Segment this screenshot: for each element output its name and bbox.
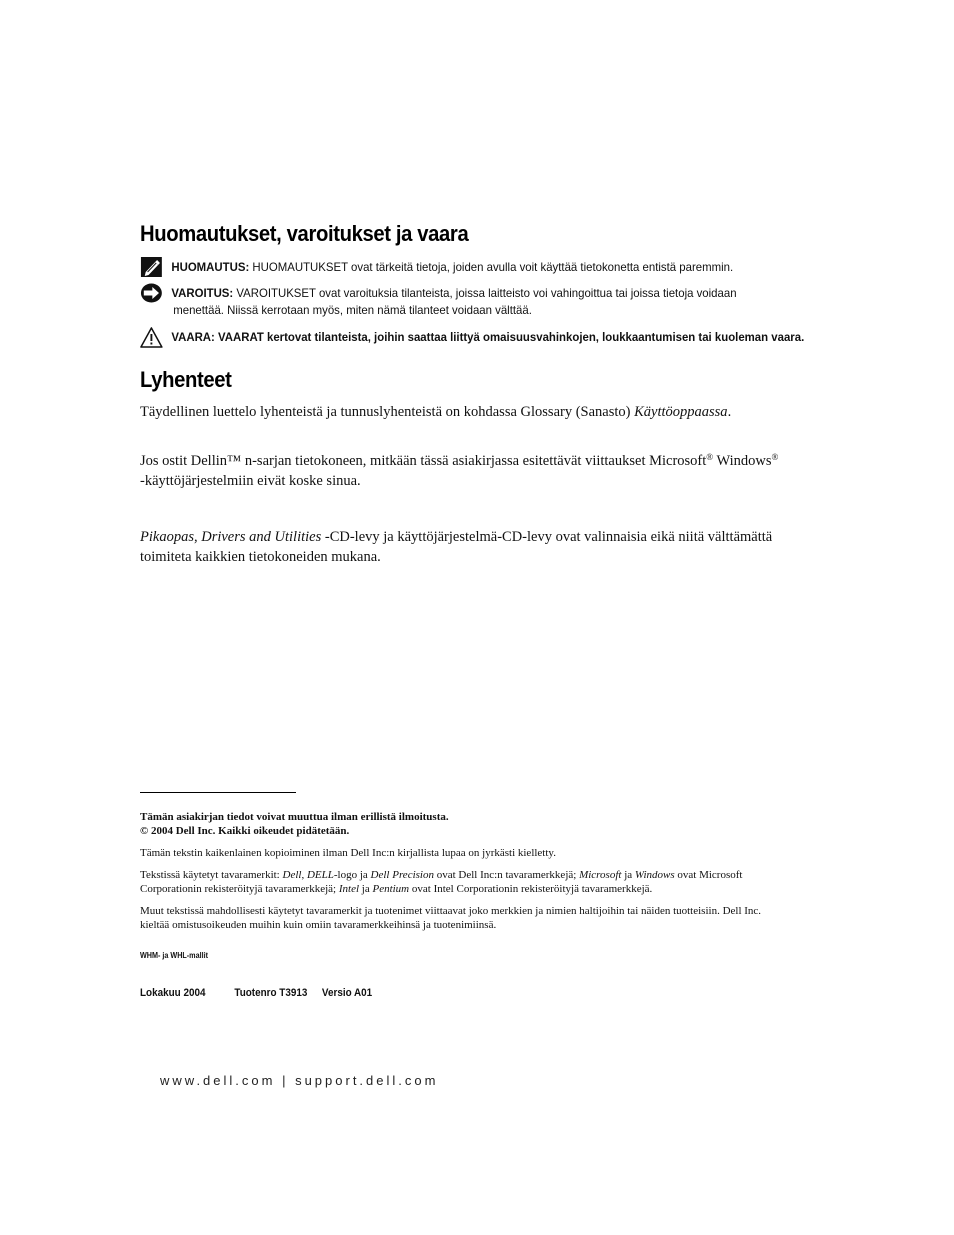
trademark-text: Tekstissä käytetyt tavaramerkit: bbox=[140, 869, 283, 881]
caution-arrow-icon bbox=[140, 283, 163, 305]
trademark-text: Corporationin rekisteröityjä tavaramerkkejä; bbox=[140, 883, 339, 895]
registered-mark: ® bbox=[706, 452, 714, 462]
warning-triangle-icon bbox=[140, 327, 163, 349]
n-series-text: Jos ostit Dellin™ n-sarjan tietokoneen, mitkään tässä asiakirjassa esitettävät viittaukset Microsoft bbox=[140, 453, 707, 469]
notice-text: HUOMAUTUKSET ovat tärkeitä tietoja, joiden avulla voit käyttää tietokonetta entistä paremmin. bbox=[252, 260, 734, 274]
caution-text-line1: VAROITUKSET ovat varoituksia tilanteista, joissa laitteisto voi vahingoittua tai joissa tietoja voidaan bbox=[236, 286, 737, 300]
trademark-windows: Windows bbox=[634, 869, 675, 881]
publication-date: Lokakuu 2004 bbox=[140, 987, 206, 999]
cd-text: -CD-levy ja käyttöjärjestelmä-CD-levy ovat valinnaisia eikä niitä välttämättä bbox=[321, 529, 773, 545]
drivers-utilities-title: Drivers and Utilities bbox=[201, 529, 322, 545]
notice-label: HUOMAUTUS: bbox=[171, 260, 250, 274]
trademark-text: ovat Intel Corporationin rekisteröityjä tavaramerkkejä. bbox=[409, 883, 653, 895]
section-heading-abbreviations: Lyhenteet bbox=[140, 367, 232, 392]
trademark-text: , bbox=[301, 869, 307, 881]
cd-text-end: toimiteta kaikkien tietokoneiden mukana. bbox=[140, 549, 381, 565]
trademark-text: ovat Microsoft bbox=[674, 869, 743, 881]
warning-label: VAARA: bbox=[171, 330, 215, 344]
trademark-dell-logo: DELL bbox=[306, 869, 334, 881]
copy-prohibition: Tämän tekstin kaikenlainen kopioiminen ilman Dell Inc:n kirjallista lupaa on jyrkästi kielletty. bbox=[140, 847, 556, 859]
trademark-text: ja bbox=[359, 883, 373, 895]
windows-text: Windows bbox=[713, 453, 772, 469]
trademark-pentium: Pentium bbox=[372, 883, 410, 895]
cd-paragraph bbox=[140, 527, 840, 567]
legal-notice bbox=[140, 810, 850, 838]
abbreviations-text: Täydellinen luettelo lyhenteistä ja tunnuslyhenteistä on kohdassa Glossary (Sanasto) bbox=[140, 404, 635, 420]
trademark-paragraph bbox=[140, 868, 850, 896]
footnote-divider bbox=[140, 792, 296, 793]
other-trademarks bbox=[140, 904, 850, 932]
footer-url: www.dell.com | support.dell.com bbox=[160, 1073, 439, 1088]
legal-change-notice: Tämän asiakirjan tiedot voivat muuttua ilman erillistä ilmoitusta. bbox=[140, 811, 449, 823]
n-series-paragraph bbox=[140, 451, 840, 491]
warning-text: VAARAT kertovat tilanteista, joihin saattaa liittyä omaisuusvahinkojen, loukkaantumisen tai kuoleman vaara. bbox=[218, 330, 805, 344]
abbreviations-period: . bbox=[727, 404, 732, 420]
section-heading-notices: Huomautukset, varoitukset ja vaara bbox=[140, 221, 469, 246]
separator-text: , bbox=[193, 529, 202, 545]
trademark-dell-precision: Dell Precision bbox=[370, 869, 434, 881]
trademark-intel: Intel bbox=[338, 883, 360, 895]
n-series-text-end: -käyttöjärjestelmiin eivät koske sinua. bbox=[140, 473, 361, 489]
abbreviations-paragraph bbox=[140, 402, 840, 422]
other-trademarks-line2: kieltää omistusoikeuden muihin kuin omiin tavaramerkkeihinsä ja tuotenimiinsä. bbox=[140, 919, 497, 931]
user-guide-title: Käyttöoppaassa bbox=[634, 404, 728, 420]
version-number: Versio A01 bbox=[321, 987, 373, 999]
quick-guide-title: Pikaopas bbox=[140, 529, 194, 545]
trademark-microsoft: Microsoft bbox=[579, 869, 622, 881]
trademark-text: -logo ja bbox=[333, 869, 371, 881]
part-number: Tuotenro T3913 bbox=[234, 987, 308, 999]
caution-text-line2: menettää. Niissä kerrotaan myös, miten nämä tilanteet voidaan välttää. bbox=[173, 303, 532, 317]
registered-mark: ® bbox=[771, 452, 779, 462]
trademark-text: ja bbox=[621, 869, 635, 881]
trademark-text: ovat Dell Inc:n tavaramerkkejä; bbox=[433, 869, 580, 881]
copyright-line: © 2004 Dell Inc. Kaikki oikeudet pidätetään. bbox=[140, 825, 350, 837]
publication-info bbox=[140, 987, 372, 999]
model-numbers: WHM- ja WHL-mallit bbox=[140, 951, 208, 960]
trademark-dell: Dell bbox=[282, 869, 302, 881]
pencil-note-icon bbox=[140, 257, 163, 279]
caution-label: VAROITUS: bbox=[171, 286, 234, 300]
other-trademarks-line1: Muut tekstissä mahdollisesti käytetyt tavaramerkit ja tuotenimet viittaavat joko merkkien ja nimien haltijoihin tai näiden tuotteisiin. Dell Inc. bbox=[140, 905, 762, 917]
